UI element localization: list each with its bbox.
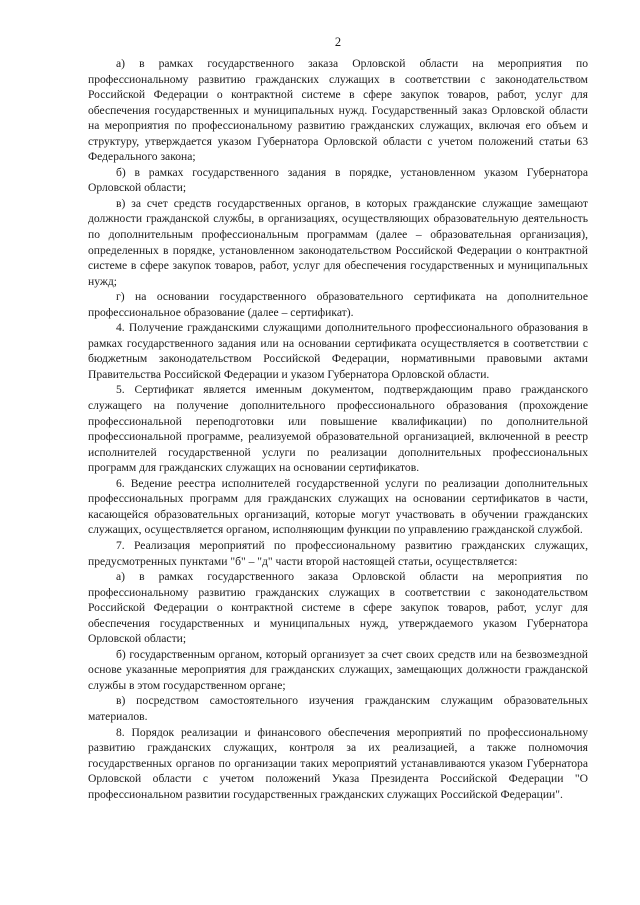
paragraph-clause-7-item-b: б) государственным органом, который организует за счет своих средств или на безвозмездной основе указанные мероприятия для гражданских служащих, замещающих должности гражданской службы в этом государственном органе;	[88, 647, 588, 692]
page-number: 2	[334, 35, 342, 49]
paragraph-clause-7-item-a: а) в рамках государственного заказа Орловской области на мероприятия по профессиональному развитию гражданских служащих в соответствии с законодательством Российской Федерации о контрактной системе в сфере закупок товаров, работ, услуг для обеспечения государственных и муниципальных нужд, утверждаемого указом Губернатора Орловской области;	[88, 570, 588, 646]
paragraph-clause-8: 8. Порядок реализации и финансового обеспечения мероприятий по профессиональному развитию гражданских служащих, контроля за их реализацией, а также полномочия государственных органов по организации таких мероприятий устанавливаются указом Губернатора Орловской области с учетом положений Указа Президента Российской Федерации "О профессиональном развитии государственных гражданских служащих Российской Федерации".	[88, 725, 588, 801]
paragraph-clause-6: 6. Ведение реестра исполнителей государственной услуги по реализации дополнительных профессиональных программ для гражданских служащих на основании сертификатов в части, касающейся образовательных организаций, которые могут участвовать в обучении гражданских служащих, осуществляется органом, исполняющим функции по управлению гражданской службой.	[88, 476, 588, 537]
document-page	[88, 34, 588, 802]
paragraph-item-a: а) в рамках государственного заказа Орловской области на мероприятия по профессиональному развитию гражданских служащих в соответствии с законодательством Российской Федерации о контрактной системе в сфере закупок товаров, работ, услуг для обеспечения государственных и муниципальных нужд. Государственный заказ Орловской области на мероприятия по профессиональному развитию гражданских служащих, включая его объем и структуру, утверждается указом Губернатора Орловской области с учетом положений статьи 63 Федерального закона;	[88, 57, 588, 164]
paragraph-item-b: б) в рамках государственного задания в порядке, установленном указом Губернатора Орловской области;	[88, 165, 588, 195]
paragraph-item-g: г) на основании государственного образовательного сертификата на дополнительное профессиональное образование (далее – сертификат).	[88, 290, 588, 319]
paragraph-clause-7: 7. Реализация мероприятий по профессиональному развитию гражданских служащих, предусмотренных пунктами "б" – "д" части второй настоящей статьи, осуществляется:	[88, 538, 588, 568]
paragraph-item-v: в) за счет средств государственных органов, в которых гражданские служащие замещают должности гражданской службы, в организациях, осуществляющих образовательную деятельность по дополнительным профессиональным программам (далее – образовательная организация), определенных в порядке, установленном законодательством Российской Федерации о контрактной системе в сфере закупок товаров, работ, услуг для обеспечения государственных и муниципальных нужд;	[88, 196, 588, 288]
paragraph-clause-4: 4. Получение гражданскими служащими дополнительного профессионального образования в рамках государственного задания или на основании сертификата осуществляется в соответствии с бюджетным законодательством Российской Федерации, нормативными правовыми актами Правительства Российской Федерации и указом Губернатора Орловской области.	[88, 321, 588, 381]
paragraph-clause-7-item-v: в) посредством самостоятельного изучения гражданским служащим образовательных материалов.	[88, 694, 588, 723]
paragraph-clause-5: 5. Сертификат является именным документом, подтверждающим право гражданского служащего на получение дополнительного профессионального образования (прохождение профессиональной переподготовки или повышение квалификации) по дополнительной профессиональной программе, реализуемой образовательной организацией, включенной в реестр исполнителей государственной услуги по реализации дополнительных профессиональных программ для гражданских служащих на основании сертификатов.	[88, 383, 588, 475]
